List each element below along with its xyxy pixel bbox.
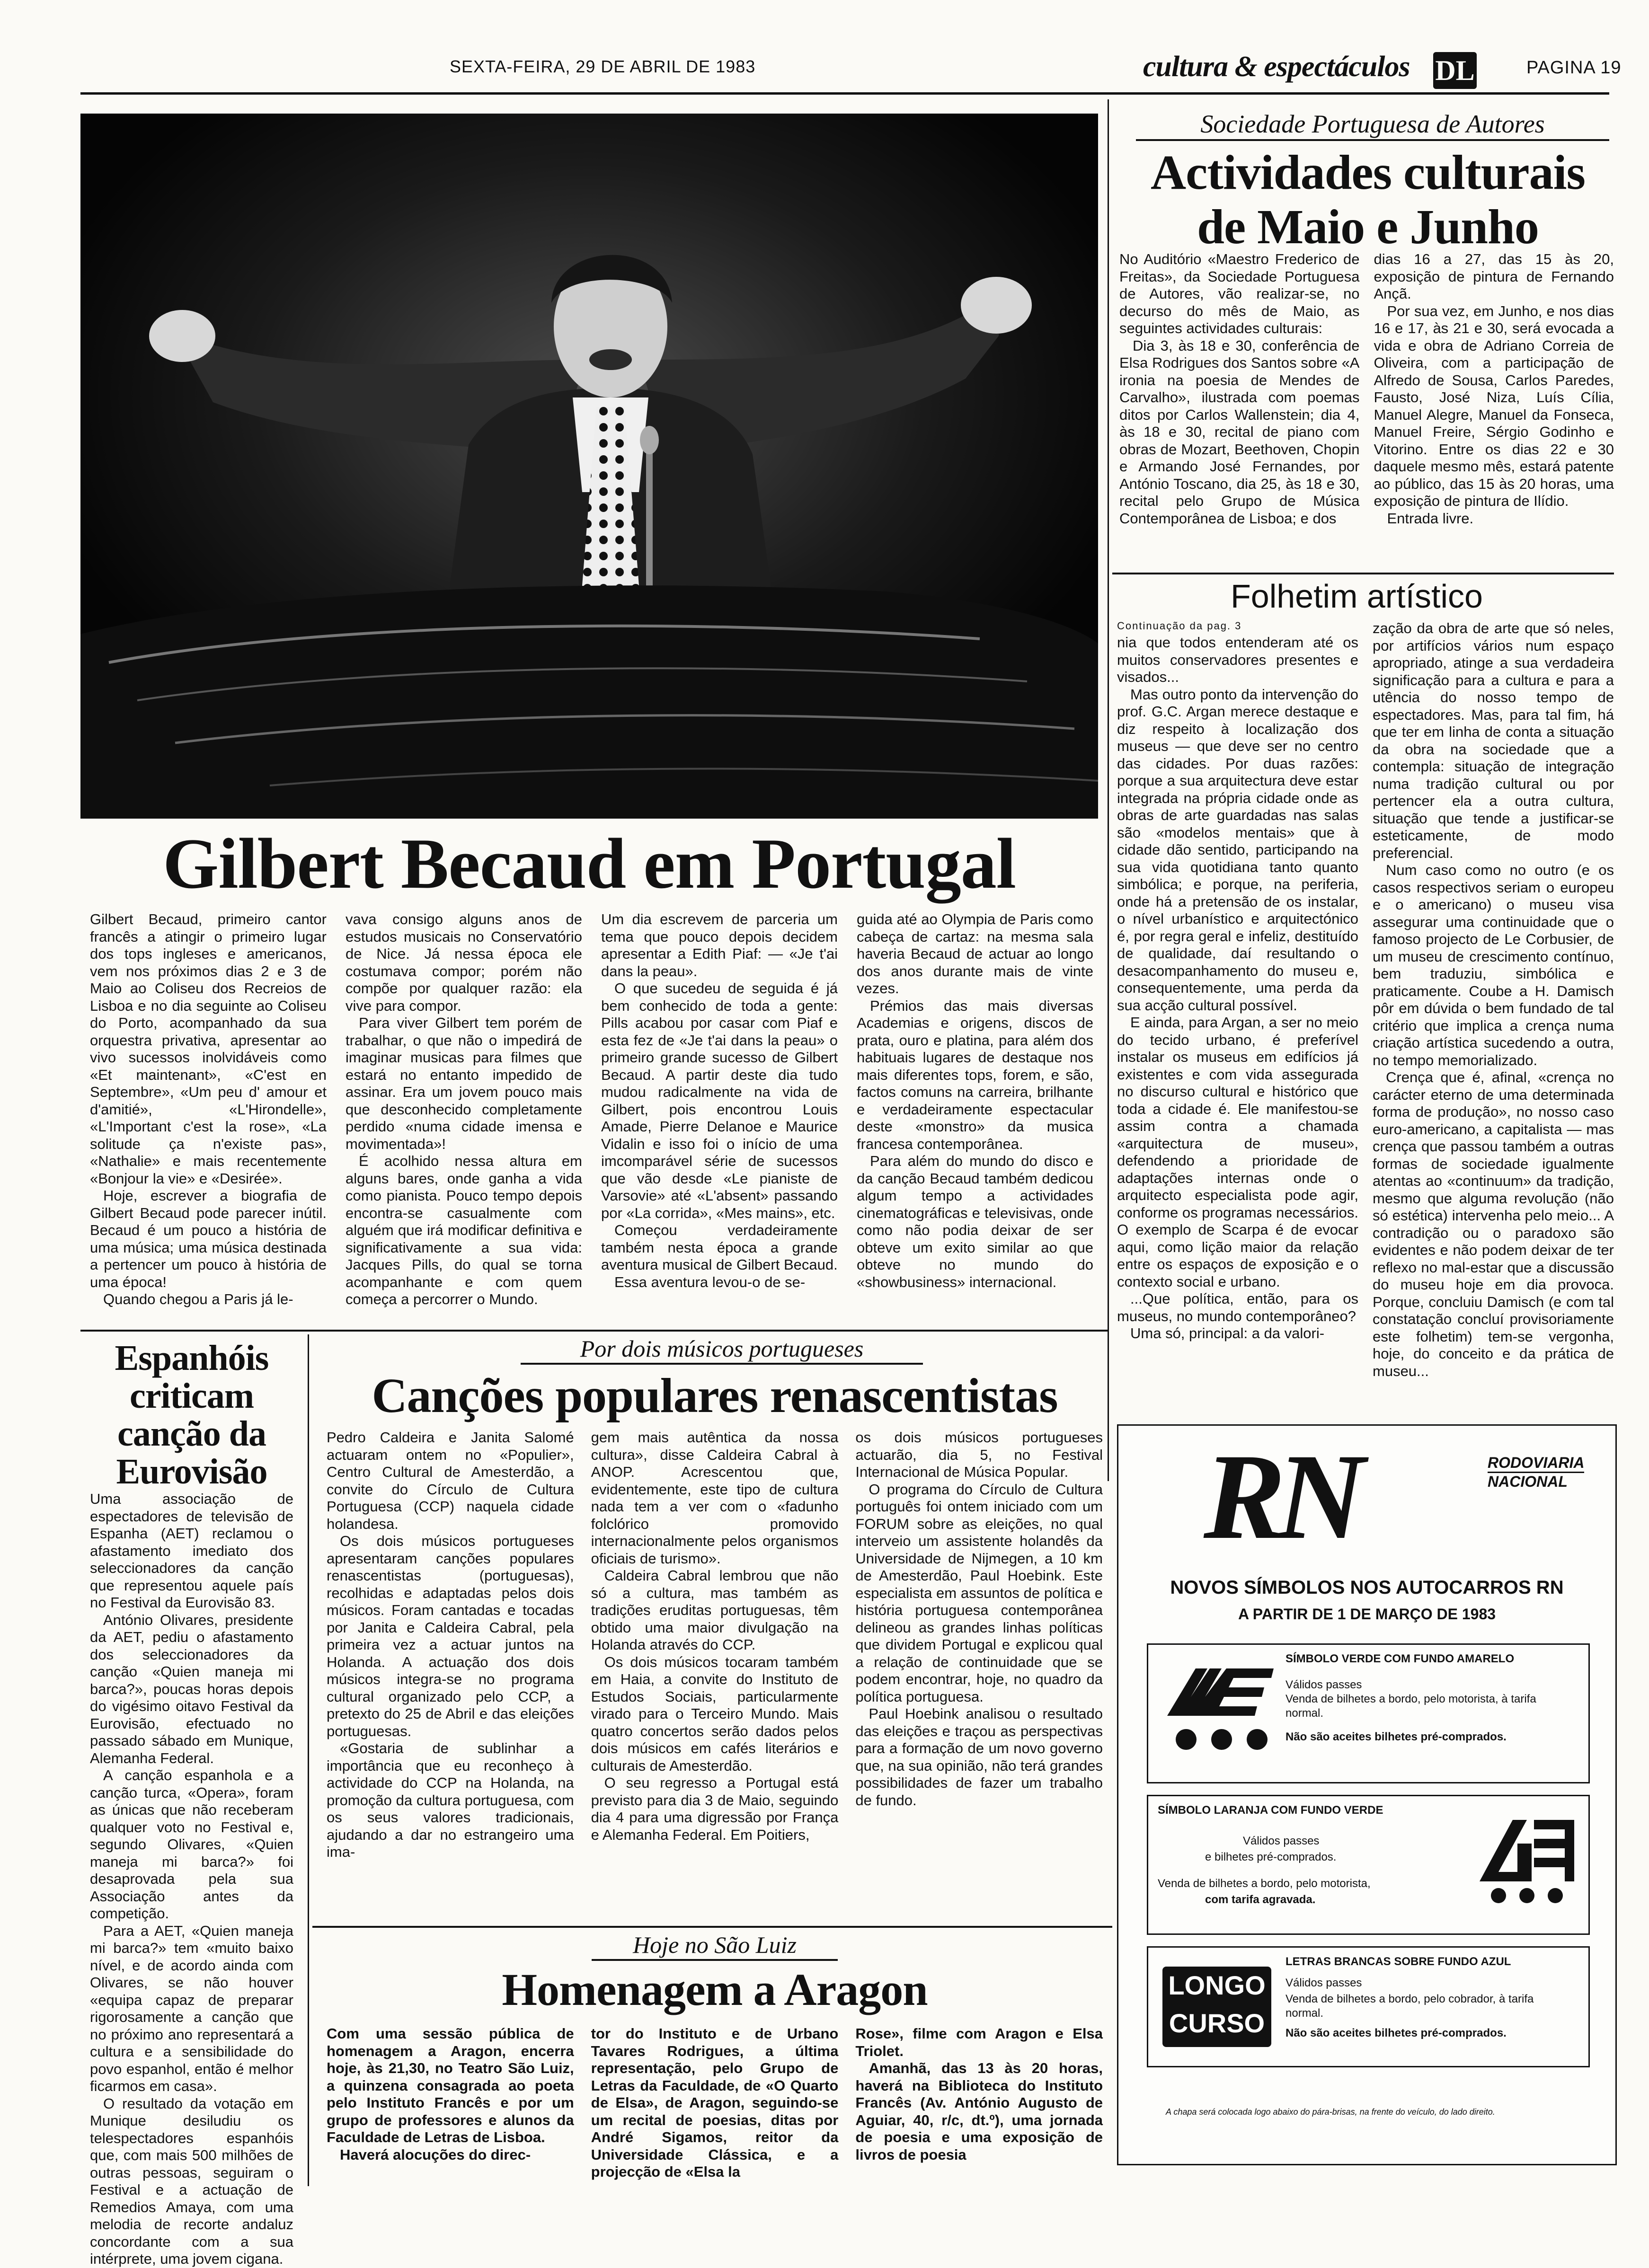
aragon-column-2	[591, 2025, 839, 2181]
becaud-column-1	[90, 911, 327, 1308]
symbol-1-text-2: Venda de bilhetes a bordo, pelo motorista, à tarifa normal.	[1286, 1693, 1536, 1720]
paragraph: A canção espanhola e a canção turca, «Opera», foram as únicas que não receberam qualquer voto no Festival e, segundo Olivares, «Quien maneja mi barca?» foi desaprovada pela sua Associação antes da competição.	[90, 1767, 293, 1922]
paragraph: Para além do mundo do disco e da canção Becaud também dedicou algum tempo a actividades cinematográficas e televisivas, onde como não podia deixar de ser obteve um exito similar ao que obteve no mundo do «showbusiness» internacional.	[857, 1153, 1093, 1290]
paragraph: Dia 3, às 18 e 30, conferência de Elsa Rodrigues dos Santos sobre «A ironia na poesia de Mendes de Carvalho», ilustrada com poemas ditos por Carlos Wallenstein; dia 4, às 18 e 30, recital de piano com obras de Mozart, Beethoven, Chopin e Armando José Fernandes, por António Toscano, dia 25, às 18 e 30, recital pelo Grupo de Música Contemporânea de Lisboa; e dos	[1119, 337, 1360, 527]
paragraph: Para a AET, «Quien maneja mi barca?» tem «muito baixo nível, e de acordo ainda com Olivares, se não houver «equipa capaz de preparar rigorosamente a canção que no próximo ano representará a cultura e a sensibilidade do povo espanhol, então é melhor ficarmos em casa».	[90, 1922, 293, 2094]
paragraph: Os dois músicos portugueses apresentaram canções populares renascentistas (portuguesas), recolhidas e adaptadas pelos dois músicos. Foram cantadas e tocadas por Janita e Caldeira Cabral, pela primeira vez a actuar juntos na Holanda. A actuação dos dois músicos integra-se no programa cultural organizado pelo CCP, a pretexto do 25 de Abril e das eleições portuguesas.	[327, 1533, 574, 1739]
eurovisao-headline: Espanhóis criticam canção da Eurovisão	[115, 1338, 269, 1491]
spa-kicker: Sociedade Portuguesa de Autores	[1136, 109, 1609, 141]
rn-brand-line-1: RODOVIARIA	[1488, 1454, 1584, 1473]
paragraph: guida até ao Olympia de Paris como cabeça de cartaz: na mesma sala haveria Becaud de actuar ao longo dos anos durante mais de vinte vezes.	[857, 911, 1093, 997]
folhetim-column-1	[1117, 634, 1358, 1380]
paragraph: No Auditório «Maestro Frederico de Freitas», da Sociedade Portuguesa de Autores, vão realizar-se, no decurso do mês de Maio, as seguintes actividades culturais:	[1119, 251, 1360, 336]
paragraph: Mas outro ponto da intervenção do prof. G.C. Argan merece destaque e diz respeito à localização dos museus — que deve ser no centro das cidades. Por duas razões: porque a sua arquitectura deve estar integrada na própria cidade onde as obras de arte guardadas nas salas são «modelos mentais» que à cidade dão sentido, participando na sua vida quotidiana tanto quanto simbólica; e porque, na periferia, onde há a pretensão de os instalar, o nível urbanístico e arquitectónico é, por regra geral e infeliz, destituído de qualidade, daí resultando o desacompanhamento do museu e, consequentemente, uma perda da sua acção cultural possível.	[1117, 686, 1358, 1014]
paragraph: Entrada livre.	[1387, 510, 1474, 527]
symbol-2-label: SÍMBOLO LARANJA COM FUNDO VERDE	[1158, 1804, 1383, 1817]
paragraph: O que sucedeu de seguida é já bem conhecido de toda a gente: Pills acabou por casar com Piaf e esta fez de «Je t'ai dans la peau» o primeiro grande sucesso de Gilbert Becaud. A partir deste dia tudo mudou radicalmente na vida de Gilbert, pois encontrou Louis Amade, Pierre Delanoe e Maurice Vidalin e isso foi o início de uma imcomparável série de sucessos que vão desde «Le pianiste de Varsovie» até «L'absent» passando por «La corrida», «Mes mains», etc.	[601, 980, 838, 1221]
paragraph: tor do Instituto e de Urbano Tavares Rodrigues, a última representação, pelo Grupo de Letras da Faculdade, de «O Quarto de Elsa», de Aragon, seguindo-se um recital de poesias, ditas por André Sigamos, reitor da Universidade Clássica, e a projecção de «Elsa la	[591, 2025, 839, 2180]
paragraph: Num caso como no outro (e os casos respectivos seriam o europeu e o americano) o museu visa assegurar uma continuidade que o famoso projecto de Le Corbusier, de um museu de crescimento contínuo, bem traduziu, simbólica e praticamente. Coube a H. Damisch pôr em dúvida o bem fundado de tal critério que implica a crença numa criação artística sucedendo a outra, no tempo memorializado.	[1373, 862, 1614, 1068]
longo-curso-logo	[1162, 1967, 1271, 2047]
paragraph: dias 16 a 27, das 15 às 20, exposição de pintura de Fernando Ançã.	[1374, 251, 1614, 302]
aragon-column-3	[855, 2025, 1103, 2181]
paragraph: Por sua vez, em Junho, e nos dias 16 e 17, às 21 e 30, será evocada a vida e obra de Adriano Correia de Oliveira, com a participação de Alfredo de Sousa, Carlos Paredes, Fausto, José Niza, Luís Cília, Manuel Alegre, Manuel da Fonseca, Manuel Freire, Sérgio Godinho e Vitorino. Entre os dias 22 e 30 daquele mesmo mês, estará patente ao público, das 15 às 20 horas, uma exposição de pintura de Ilídio.	[1374, 302, 1614, 509]
paragraph: É acolhido nessa altura em alguns bares, onde ganha a vida como pianista. Pouco tempo depois encontra-se casualmente com alguém que irá modificar definitiva e significativamente a sua vida: Jacques Pills, do qual se torna acompanhante e com quem começa a percorrer o Mundo.	[346, 1153, 582, 1307]
ad-footnote: A chapa será colocada logo abaixo do pára-brisas, na frente do veículo, do lado direito.	[1166, 2107, 1495, 2117]
paragraph: Rose», filme com Aragon e Elsa Triolet.	[855, 2025, 1103, 2059]
aragon-column-1	[327, 2025, 574, 2181]
symbol-white-blue-box	[1147, 1946, 1590, 2067]
ad-title: NOVOS SÍMBOLOS NOS AUTOCARROS RN	[1170, 1577, 1564, 1598]
symbol-green-yellow-box	[1147, 1643, 1590, 1783]
paragraph: Para viver Gilbert tem porém de trabalhar, o que não o impedirá de imaginar musicas para filmes que estará no entanto impedido de assinar. Era um jovem pouco mais que desconhecido completamente perdido «numa cidade imensa e movimentada»!	[346, 1015, 582, 1152]
symbol-3-text-2: Venda de bilhetes a bordo, pelo cobrador, à tarifa normal.	[1286, 1993, 1534, 2020]
cancoes-column-1	[327, 1429, 574, 1861]
rn-advertisement	[1117, 1424, 1617, 2165]
paragraph: Uma só, principal: a da valori-	[1130, 1325, 1325, 1341]
symbol-1-label: SÍMBOLO VERDE COM FUNDO AMARELO	[1286, 1652, 1515, 1665]
continuation-note: Continuação da pag. 3	[1117, 620, 1242, 632]
performer-illustration	[80, 114, 1098, 819]
folhetim-column-2	[1373, 620, 1614, 1380]
paragraph: Amanhã, das 13 às 20 horas, haverá na Biblioteca do Instituto Francês (Av. António Augusto de Aguiar, 40, r/c, dt.º), uma jornada de poesia e uma exposição de livros de poesia	[855, 2060, 1103, 2163]
cancoes-column-2	[591, 1429, 839, 1861]
paragraph: António Olivares, presidente da AET, pediu o afastamento dos seleccionadores da canção «Quien maneja mi barca?», poucas horas depois do vigésimo oitavo Festival da Eurovisão, efectuado no passado sábado em Munique, Alemanha Federal.	[90, 1611, 293, 1766]
becaud-headline: Gilbert Becaud em Portugal	[163, 824, 1016, 903]
symbol-3-text-1: Válidos passes	[1286, 1977, 1362, 1989]
paragraph: Gilbert Becaud, primeiro cantor francês a atingir o primeiro lugar dos tops ingleses e americanos, vem nos próximos dias 2 e 3 de Maio ao Coliseu dos Recreios de Lisboa e no dia seguinte ao Coliseu do Porto, acompanhado da sua orquestra privativa, apresentar ao vivo sucessos inolvidáveis como «Et maintenant», «C'est en Septembre», «Um peu d' amour et d'amitié», «L'Hirondelle», «L'Important c'est la rose», «La solitude ça n'existe pas», «Nathalie» e mais recentemente «Bonjour la vie» e «Desirée».	[90, 911, 327, 1187]
paragraph: nia que todos entenderam até os muitos conservadores presentes e visados...	[1117, 634, 1358, 685]
section-rule	[80, 1330, 1108, 1332]
paragraph: Caldeira Cabral lembrou que não só a cultura, mas também as tradições eruditas portuguesas, têm obtido uma maior divulgação na Holanda através do CCP.	[591, 1567, 839, 1653]
spa-headline-line-2: de Maio e Junho	[1197, 200, 1539, 254]
aragon-body	[327, 2025, 1103, 2181]
symbol-2-text-2: e bilhetes pré-comprados.	[1205, 1851, 1337, 1863]
aragon-kicker: Hoje no São Luiz	[592, 1931, 838, 1961]
spa-body	[1119, 251, 1614, 527]
paragraph: Pedro Caldeira e Janita Salomé actuaram ontem no «Populier», Centro Cultural de Amesterdão, a convite do Círculo de Cultura Portuguesa (CCP) naquela cidade holandesa.	[327, 1429, 574, 1532]
masthead-date: SEXTA-FEIRA, 29 DE ABRIL DE 1983	[450, 57, 756, 76]
section-rule	[1112, 573, 1614, 574]
symbol-2-text-1: Válidos passes	[1243, 1835, 1320, 1847]
paragraph: Hoje, escrever a biografia de Gilbert Becaud pode parecer inútil. Becaud é um pouco a história de uma música; uma música destinada a pertencer um pouco à história de uma época!	[90, 1187, 327, 1290]
paragraph: Haverá alocuções do direc-	[340, 2146, 531, 2163]
paragraph: Quando chegou a Paris já le-	[103, 1291, 293, 1307]
becaud-body	[90, 911, 1093, 1308]
aragon-headline: Homenagem a Aragon	[502, 1964, 928, 2015]
symbol-3-label: LETRAS BRANCAS SOBRE FUNDO AZUL	[1286, 1955, 1511, 1968]
paragraph: Prémios das mais diversas Academias e origens, discos de prata, ouro e platina, para além dos habituais lugares de destaque nos mais diferentes tops, forem, e são, factos comuns na carreira, brilhante e verdadeiramente espectacular deste «monstro» da musica francesa contemporânea.	[857, 997, 1093, 1152]
column-divider	[1108, 99, 1109, 1481]
paragraph: Os dois músicos tocaram também em Haia, a convite do Instituto de Estudos Sociais, particularmente virado para o Terceiro Mundo. Mais quatro concertos serão dados pelos dois músicos em cafés literários e culturais de Amesterdão.	[591, 1653, 839, 1774]
ad-date: A PARTIR DE 1 DE MARÇO DE 1983	[1238, 1606, 1496, 1623]
eurovisao-column	[90, 1491, 293, 2268]
paragraph: Crença que é, afinal, «crença no carácter eterno de uma determinada forma de produção», no nosso caso euro-americano, a capitalista — mas crença que passou também a outras formas de sociedade igualmente atentas ao «continuum» da tradição, mesmo que alguma revolução (não só estética) intervenha pelo meio... A contradição ou o paradoxo são evidentes e não podem deixar de ter reflexo no mal-estar que a discussão do museu hoje em dia provoca. Porque, concluiu Damisch (e com tal constatação concluí provisoriamente este folhetim) tem-se vergonha, hoje, do conceito e da prática de museu...	[1373, 1069, 1614, 1379]
paragraph: ...Que política, então, para os museus, no mundo contemporâneo?	[1117, 1290, 1358, 1324]
symbol-2-text-4: com tarifa agravada.	[1205, 1893, 1316, 1906]
orange-green-symbol-icon	[1475, 1810, 1579, 1905]
paragraph: Começou verdadeiramente também nesta época a grande aventura musical de Gilbert Becaud.	[601, 1222, 838, 1273]
paragraph: vava consigo alguns anos de estudos musicais no Conservatório de Nice. Já nessa época ele costumava compor; porém não compõe por qualquer razão: ela vive para compor.	[346, 911, 582, 1014]
paragraph: «Gostaria de sublinhar a importância que eu reconheço à actividade do CCP na Holanda, na promoção da cultura portuguesa, com os seus valores tradicionais, ajudando a dar no estrangeiro uma ima-	[327, 1740, 574, 1860]
cancoes-headline: Canções populares renascentistas	[372, 1368, 1058, 1423]
symbol-1-text-3: Não são aceites bilhetes pré-comprados.	[1286, 1730, 1507, 1743]
folhetim-headline: Folhetim artístico	[1231, 578, 1483, 615]
newspaper-logo: DL	[1433, 52, 1477, 89]
green-yellow-symbol-icon	[1162, 1664, 1281, 1758]
rn-brand-line-2: NACIONAL	[1488, 1473, 1568, 1490]
paragraph: Um dia escrevem de parceria um tema que pouco depois decidem apresentar a Edith Piaf: — «Je t'ai dans la peau».	[601, 911, 838, 980]
eurovisao-body	[90, 1491, 293, 2268]
rn-logo: RN	[1204, 1429, 1356, 1565]
paragraph: Paul Hoebink analisou o resultado das eleições e traçou as perspectivas para a formação de um novo governo que, na sua opinião, não terá grandes possibilidades de fazer um trabalho de fundo.	[855, 1705, 1103, 1809]
paragraph: O programa do Círculo de Cultura português foi ontem iniciado com um FORUM sobre as eleições, no qual interveio um assistente holandês da Universidade de Nijmegen, a 10 km de Amesterdão, Paul Hoebink. Este especialista em assuntos de política e história portuguesa contemporânea delineou as grandes linhas políticas que dividem Portugal e explicou qual a relação de continuidade que se podem encontrar, hoje, no quadro da política portuguesa.	[855, 1481, 1103, 1705]
symbol-orange-green-box	[1147, 1795, 1590, 1935]
masthead-rule	[80, 92, 1609, 95]
becaud-column-3	[601, 911, 838, 1308]
longo-word: LONGO	[1168, 1970, 1266, 2000]
becaud-column-4	[857, 911, 1093, 1308]
gilbert-becaud-photo	[80, 114, 1098, 819]
symbol-3-text-3: Não são aceites bilhetes pré-comprados.	[1286, 2027, 1507, 2039]
page-number: PAGINA 19	[1526, 58, 1622, 78]
spa-column-2	[1374, 251, 1614, 527]
paragraph: gem mais autêntica da nossa cultura», disse Caldeira Cabral à ANOP. Acrescentou que, evidentemente, este tipo de cultura nada tem a ver com o «fadunho folclórico promovido internacionalmente pelos organismos oficiais de turismo».	[591, 1429, 839, 1567]
section-rule	[312, 1926, 1112, 1928]
column-divider	[308, 1334, 309, 2186]
paragraph: E ainda, para Argan, a ser no meio do tecido urbano, é preferível instalar os museus em edifícios já existentes e com vida assegurada no discurso cultural e histórico que toda a cidade é. Ele manifestou-se assim contra a chamada «arquitectura de museu», defendendo a prioridade de adaptações internas onde o arquitecto especialista pode agir, conforme os programas necessários. O exemplo de Scarpa é de evocar aqui, como lição maior da relação entre os espaços de exposição e o contexto social e urbano.	[1117, 1014, 1359, 1290]
paragraph: O resultado da votação em Munique desiludiu os telespectadores espanhóis que, com mais 500 milhões de outras pessoas, seguiram o Festival e a actuação de Remedios Amaya, com uma melodia de recorte andaluz concordante com a sua intérprete, uma jovem cigana.	[90, 2095, 293, 2267]
cancoes-kicker: Por dois músicos portugueses	[521, 1334, 923, 1365]
paragraph: Uma associação de espectadores de televisão de Espanha (AET) reclamou o afastamento imediato dos seleccionadores da canção que representou aquele país no Festival da Eurovisão 83.	[90, 1491, 293, 1611]
spa-headline-line-1: Actividades culturais	[1151, 145, 1585, 200]
section-title: cultura & espectáculos	[1143, 51, 1410, 83]
curso-word: CURSO	[1169, 2008, 1265, 2038]
paragraph: O seu regresso a Portugal está previsto para dia 3 de Maio, seguindo dia 4 para uma digressão por França e Alemanha Federal. Em Poitiers,	[591, 1774, 839, 1843]
cancoes-body	[327, 1429, 1103, 1861]
symbol-2-text-3: Venda de bilhetes a bordo, pelo motorista,	[1158, 1877, 1371, 1890]
paragraph: Com uma sessão pública de homenagem a Aragon, encerra hoje, às 21,30, no Teatro São Luiz, a quinzena consagrada ao poeta pelo Instituto Francês e por um grupo de professores e alunos da Faculdade de Letras de Lisboa.	[327, 2025, 574, 2145]
paragraph: Essa aventura levou-o de se-	[614, 1273, 806, 1290]
symbol-1-text-1: Válidos passes	[1286, 1678, 1362, 1691]
paragraph: os dois músicos portugueses actuarão, dia 5, no Festival Internacional de Música Popular.	[855, 1429, 1103, 1480]
becaud-column-2	[346, 911, 582, 1308]
cancoes-column-3	[855, 1429, 1103, 1861]
paragraph: zação da obra de arte que só neles, por artifícios vários num espaço apropriado, atinge a sua verdadeira significação para a cultura e para a utência do nosso tempo de espectadores. Mas, para tal fim, há que ter em linha de conta a situação da obra na sociedade que a contempla: situação de integração numa tradição cultural ou por pertencer ela a outra cultura, situação que tende a justificar-se esteticamente, de modo preferencial.	[1373, 620, 1614, 861]
spa-column-1	[1119, 251, 1360, 527]
